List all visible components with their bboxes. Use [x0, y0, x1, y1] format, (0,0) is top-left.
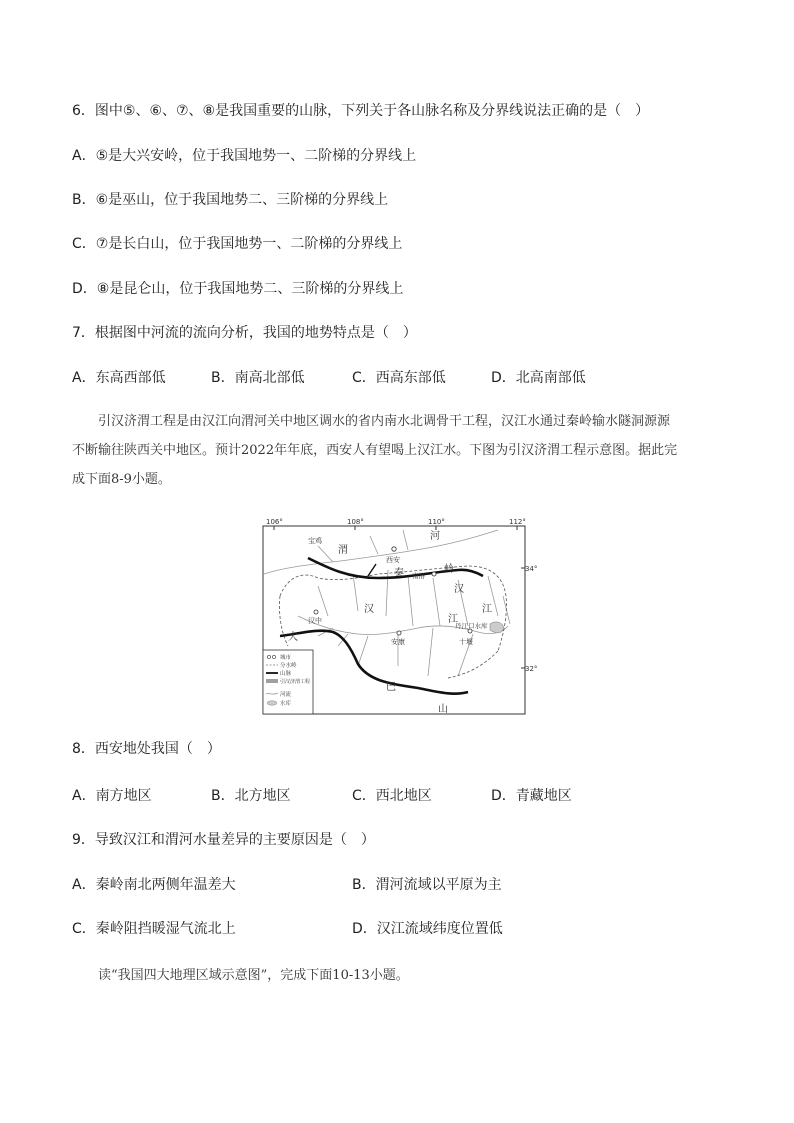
q7-option-d: D．北高南部低 — [491, 370, 586, 386]
q8-option-c: C．西北地区 — [352, 788, 432, 804]
legend-watershed: 分水岭 — [280, 663, 297, 669]
map-char-he: 河 — [430, 531, 440, 542]
nanluo-label: 南洛 — [412, 572, 425, 580]
lon-112-label: 112° — [509, 518, 526, 526]
lat-32-label: 32° — [525, 665, 538, 673]
xian-label: 西安 — [386, 556, 400, 564]
baoji-label: 宝鸡 — [308, 537, 322, 545]
ankang-label: 安康 — [391, 638, 405, 646]
q7-option-b: B．南高北部低 — [211, 370, 305, 386]
map-char-shan: 山 — [438, 704, 448, 715]
q9-option-d: D．汉江流域纬度位置低 — [352, 921, 503, 937]
q9-option-a: A．秦岭南北两侧年温差大 — [72, 877, 236, 893]
legend-project: 引汉济渭工程 — [280, 679, 311, 685]
q7-stem: 7．根据图中河流的流向分析，我国的地势特点是（ ） — [72, 325, 417, 341]
legend-river: 河流 — [280, 692, 292, 698]
q8-option-a: A．南方地区 — [72, 788, 152, 804]
legend-reservoir: 水库 — [280, 701, 292, 707]
map-char-han: 汉 — [364, 604, 374, 615]
q6-option-d: D．⑧是昆仑山，位于我国地势二、三阶梯的分界线上 — [72, 281, 404, 297]
map-char-jiang2: 江 — [482, 604, 492, 615]
lat-34-label: 34° — [525, 565, 538, 573]
lon-108-label: 108° — [347, 518, 364, 526]
passage-line-3: 成下面8-9小题。 — [72, 472, 171, 487]
lon-110-label: 110° — [428, 518, 445, 526]
lon-106-label: 106° — [266, 518, 283, 526]
q8-stem: 8．西安地处我国（ ） — [72, 741, 221, 757]
legend-mountain: 山脉 — [280, 671, 292, 677]
footer-line: 读“我国四大地理区域示意图”，完成下面10-13小题。 — [98, 968, 409, 983]
map-char-jiang: 江 — [448, 614, 458, 625]
passage-line-1: 引汉济渭工程是由汉江向渭河关中地区调水的省内南水北调骨干工程，汉江水通过秦岭输水隧洞源源 — [98, 414, 671, 429]
map-char-wei: 渭 — [338, 545, 348, 556]
map-legend — [263, 650, 313, 714]
q9-stem: 9．导致汉江和渭河水量差异的主要原因是（ ） — [72, 832, 375, 848]
q6-option-b: B．⑥是巫山，位于我国地势二、三阶梯的分界线上 — [72, 192, 389, 208]
passage-line-2: 不断输往陕西关中地区。预计2022年年底，西安人有望喝上汉江水。下图为引汉济渭工程示意图。据此完 — [72, 443, 678, 458]
q8-option-d: D．青藏地区 — [491, 788, 572, 804]
q9-option-b: B．渭河流域以平原为主 — [352, 877, 502, 893]
q8-option-b: B．北方地区 — [211, 788, 291, 804]
map-char-ba: 巴 — [386, 682, 396, 693]
hanzhong-label: 汉中 — [308, 617, 322, 625]
passage — [72, 407, 722, 494]
q6-option-a: A．⑤是大兴安岭，位于我国地势一、二阶梯的分界线上 — [72, 148, 417, 164]
map-char-han2: 汉 — [454, 584, 464, 595]
legend-city: 城市 — [280, 655, 292, 661]
danjiangkou-label: 丹江口水库 — [455, 622, 488, 630]
map-char-ling: 岭 — [444, 564, 454, 575]
map-char-qin: 秦 — [394, 568, 404, 579]
q6-option-c: C．⑦是长白山，位于我国地势一、二阶梯的分界线上 — [72, 236, 403, 252]
footer-instruction — [72, 961, 722, 990]
q7-option-a: A．东高西部低 — [72, 370, 166, 386]
hanjiang-weihe-map — [258, 516, 538, 718]
shiyan-label: 十堰 — [459, 638, 473, 646]
q6-stem: 6．图中⑤、⑥、⑦、⑧是我国重要的山脉，下列关于各山脉名称及分界线说法正确的是（ ） — [72, 103, 650, 119]
q9-option-c: C．秦岭阻挡暖湿气流北上 — [72, 921, 236, 937]
map-char-da: 大 — [288, 632, 298, 643]
q7-option-c: C．西高东部低 — [352, 370, 446, 386]
